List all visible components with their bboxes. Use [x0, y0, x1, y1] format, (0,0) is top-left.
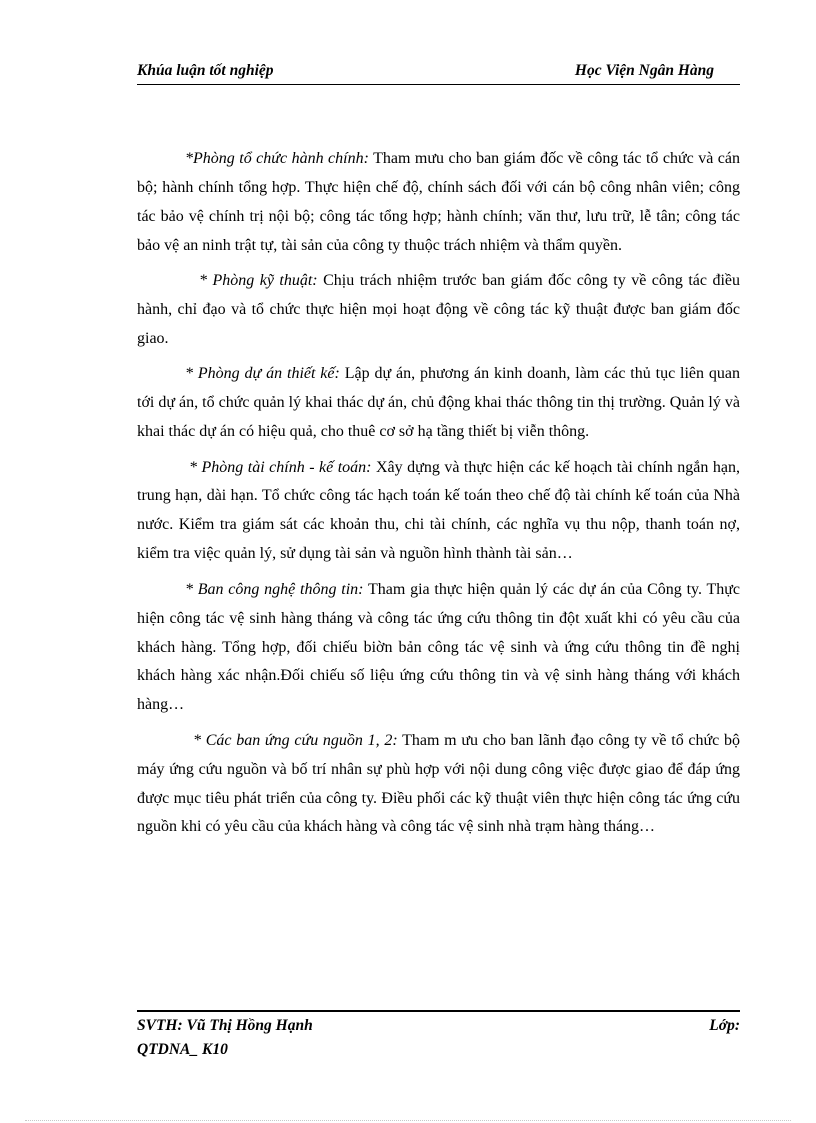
paragraph-heading: *Phòng tổ chức hành chính:: [185, 150, 369, 167]
paragraph-admin-department: [137, 145, 740, 261]
document-body: [137, 145, 740, 849]
page-footer: [137, 1010, 740, 1059]
paragraph-heading: * Phòng dự án thiết kế:: [185, 365, 340, 383]
paragraph-heading: * Ban công nghệ thông tin:: [185, 580, 364, 598]
footer-class-code: QTDNA_ K10: [137, 1041, 228, 1058]
paragraph-text: Chịu trách nhiệm trước ban giám đốc công ty về công tác điều hành, chỉ đạo và tổ chức thực hiện mọi hoạt động về công tác kỹ thuật được ban giám đốc giao.: [137, 272, 741, 347]
paragraph-text: Xây dựng và thực hiện các kế hoạch tài chính ngắn hạn, trung hạn, dài hạn. Tổ chức công tác hạch toán kế toán theo chế độ tài chính kế toán của Nhà nước. Kiểm tra giám sát các khoản thu, chi tài chính, các nghĩa vụ thu nộp, thanh toán nợ, kiểm tra việc quản lý, sử dụng tài sản và nguồn hình thành tài sản…: [137, 458, 741, 563]
page-bottom-divider: [25, 1120, 791, 1121]
paragraph-it-board: [137, 576, 740, 721]
paragraph-technical-department: [137, 267, 740, 354]
header-thesis-title: Khúa luận tốt nghiệp: [137, 62, 274, 79]
header-institution: Học Viện Ngân Hàng: [574, 62, 714, 79]
paragraph-text: Lập dự án, phương án kinh doanh, làm các thủ tục liên quan tới dự án, tổ chức quản lý khai thác dự án, chủ động khai thác thông tin thị trường. Quản lý và khai thác dự án có hiệu quả, cho thuê cơ sở hạ tầng thiết bị viễn thông.: [137, 365, 741, 441]
paragraph-project-design-department: [137, 360, 740, 447]
paragraph-power-response-boards: [137, 727, 740, 843]
paragraph-finance-accounting-department: [137, 454, 740, 570]
paragraph-text: Tham mưu cho ban giám đốc về công tác tổ chức và cán bộ; hành chính tổng hợp. Thực hiện chế độ, chính sách đối với cán bộ công nhân viên; công tác bảo vệ chính trị nội bộ; công tác tổng hợp; hành chính; văn thư, lưu trữ, lễ tân; công tác bảo vệ an ninh trật tự, tài sản của công ty thuộc trách nhiệm và thẩm quyền.: [137, 150, 740, 254]
paragraph-heading: * Phòng kỹ thuật:: [199, 272, 318, 290]
footer-class-label: Lớp:: [709, 1017, 740, 1034]
paragraph-heading: * Phòng tài chính - kế toán:: [189, 458, 372, 476]
paragraph-heading: * Các ban ứng cứu nguồn 1, 2:: [193, 731, 398, 749]
footer-student-name: SVTH: Vũ Thị Hồng Hạnh: [137, 1017, 313, 1034]
paragraph-text: Tham m ưu cho ban lãnh đạo công ty về tổ chức bộ máy ứng cứu nguồn và bố trí nhân sự phù hợp với nội dung công việc được giao để đáp ứng được mục tiêu phát triển của công ty. Điều phối các kỹ thuật viên thực hiện công tác ứng cứu nguồn khi có yêu cầu của khách hàng và công tác vệ sinh nhà trạm hàng tháng…: [137, 731, 740, 836]
paragraph-text: Tham gia thực hiện quản lý các dự án của Công ty. Thực hiện công tác vệ sinh hàng tháng và công tác ứng cứu thông tin đột xuất khi có yêu cầu của khách hàng. Tổng hợp, đối chiếu biờn bản công tác vệ sinh và ứng cứu thông tin đề nghị khách hàng xác nhận.Đối chiếu số liệu ứng cứu thông tin và vệ sinh hàng tháng với khách hàng…: [137, 580, 741, 714]
page-header: [137, 60, 740, 85]
